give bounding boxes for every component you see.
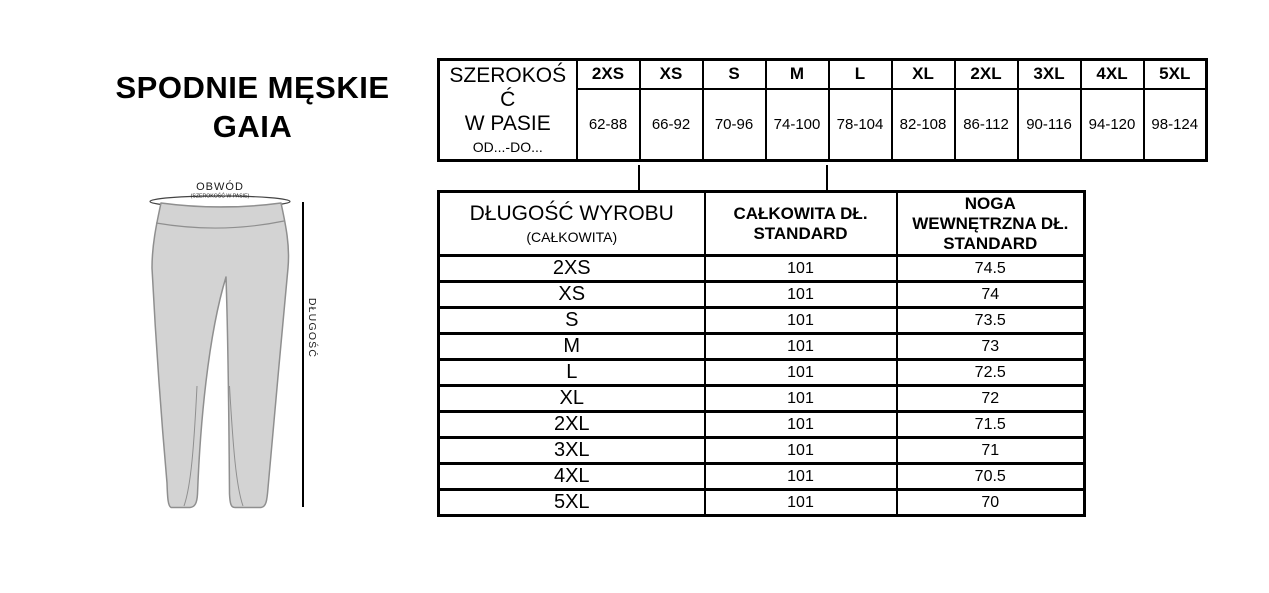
length-col1-sub: (CAŁKOWITA) [526,228,618,245]
length-col3-line: WEWNĘTRZNA DŁ. [912,213,1069,233]
length-inner-cell: 73.5 [897,308,1085,334]
length-size-cell: L [439,360,705,386]
length-total-cell: 101 [705,308,897,334]
length-table-row [439,256,1085,282]
table-connector-line-right [826,165,828,191]
waist-size-header: M [766,60,829,89]
length-col1-title: DŁUGOŚĆ WYROBU [469,201,674,225]
length-total-cell: 101 [705,334,897,360]
waist-size-header: 5XL [1144,60,1207,89]
waist-size-header: 3XL [1018,60,1081,89]
page-title-line1: SPODNIE MĘSKIE [115,70,390,105]
length-size-cell: 2XS [439,256,705,282]
pants-diagram [140,176,320,521]
length-col3-line: NOGA [964,193,1016,213]
length-total-cell: 101 [705,438,897,464]
length-total-cell: 101 [705,282,897,308]
length-table-row [439,308,1085,334]
waist-range-cell: 98-124 [1144,89,1207,161]
length-total-cell: 101 [705,360,897,386]
length-col3-header [897,192,1085,256]
length-table-row [439,334,1085,360]
waist-table-header-row [439,60,1207,89]
waist-size-header: S [703,60,766,89]
page-title [30,68,475,146]
length-size-cell: S [439,308,705,334]
length-table-row [439,490,1085,516]
waist-table-title-cell [439,60,577,161]
waist-measure-label: OBWÓD [196,181,244,193]
length-table-row [439,282,1085,308]
waist-size-header: 2XS [577,60,640,89]
length-table-row [439,438,1085,464]
length-total-cell: 101 [705,412,897,438]
table-connector-line-left [638,165,640,191]
length-inner-cell: 73 [897,334,1085,360]
length-total-cell: 101 [705,490,897,516]
length-col3-line: STANDARD [943,233,1038,253]
waist-size-header: XS [640,60,703,89]
length-size-cell: 2XL [439,412,705,438]
length-inner-cell: 72.5 [897,360,1085,386]
page-title-line2: GAIA [212,109,293,144]
length-size-cell: M [439,334,705,360]
waist-range-cell: 74-100 [766,89,829,161]
waist-title-line: Ć [500,88,516,111]
waist-size-header: L [829,60,892,89]
length-table-row [439,464,1085,490]
length-table-row [439,412,1085,438]
waist-title-sub: OD...-DO... [472,139,543,155]
waist-size-header: 4XL [1081,60,1144,89]
length-measure-label: DŁUGOŚĆ [306,297,318,359]
length-table-row [439,360,1085,386]
waist-range-cell: 78-104 [829,89,892,161]
length-total-cell: 101 [705,256,897,282]
waist-range-cell: 86-112 [955,89,1018,161]
length-inner-cell: 70 [897,490,1085,516]
waist-range-cell: 62-88 [577,89,640,161]
length-col2-line: CAŁKOWITA DŁ. [733,203,868,223]
waist-measure-sublabel: (SZEROKOŚĆ W PASIE) [190,193,250,200]
waist-title-line: SZEROKOŚ [449,64,567,87]
length-table [437,190,1086,517]
length-size-cell: 3XL [439,438,705,464]
length-size-cell: 4XL [439,464,705,490]
waist-range-cell: 82-108 [892,89,955,161]
length-total-cell: 101 [705,386,897,412]
waist-range-cell: 66-92 [640,89,703,161]
length-inner-cell: 74 [897,282,1085,308]
length-col1-header [439,192,705,256]
length-inner-cell: 71 [897,438,1085,464]
waist-width-table [437,58,1208,162]
waist-size-header: XL [892,60,955,89]
length-col2-header [705,192,897,256]
length-inner-cell: 74.5 [897,256,1085,282]
length-inner-cell: 71.5 [897,412,1085,438]
length-total-cell: 101 [705,464,897,490]
waist-title-line: W PASIE [464,112,551,135]
pants-outline-shape [152,203,289,508]
length-size-cell: 5XL [439,490,705,516]
length-table-row [439,386,1085,412]
waist-range-cell: 90-116 [1018,89,1081,161]
length-size-cell: XS [439,282,705,308]
waist-size-header: 2XL [955,60,1018,89]
length-size-cell: XL [439,386,705,412]
length-table-header-row [439,192,1085,256]
length-col2-line: STANDARD [753,223,848,243]
length-inner-cell: 72 [897,386,1085,412]
waist-range-cell: 94-120 [1081,89,1144,161]
length-inner-cell: 70.5 [897,464,1085,490]
waist-range-cell: 70-96 [703,89,766,161]
